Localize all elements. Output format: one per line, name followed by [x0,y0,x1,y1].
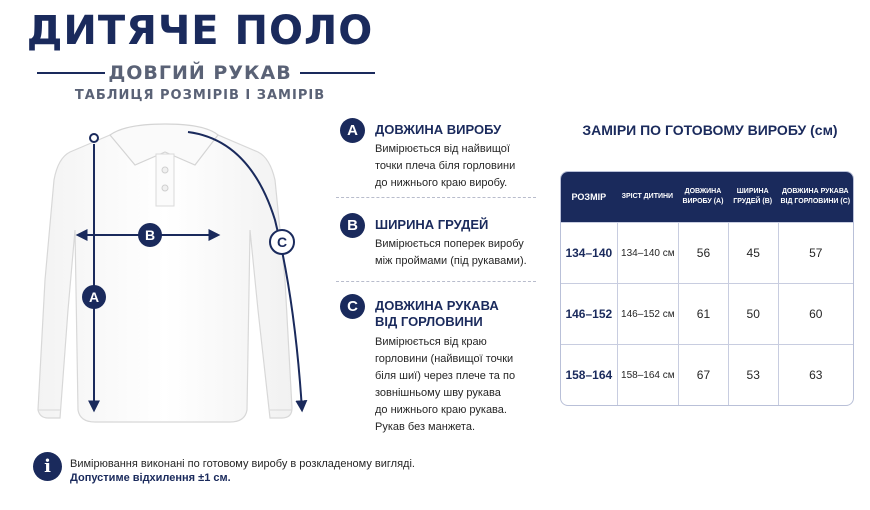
measurement-b [340,213,540,273]
shirt-button [162,167,168,173]
desc-line: між проймами (під рукавами). [375,255,527,267]
desc-line: Вимірюється поперек виробу [375,238,524,250]
desc-line: до нижнього краю рукава. [375,404,507,416]
desc-line: біля шиї) через плече та по [375,370,516,382]
cell-sleeve: 63 [778,344,853,405]
cell-size: 134–140 [561,222,617,283]
table-row [561,344,853,405]
cell-sleeve: 60 [778,283,853,344]
page-subtitle: ДОВГИЙ РУКАВ [108,62,292,84]
cell-height: 158–164 см [617,344,678,405]
desc-line: горловини (найвищої точки [375,353,514,365]
cell-chest: 53 [728,344,778,405]
page-tagline: ТАБЛИЦЯ РОЗМІРІВ І ЗАМІРІВ [74,88,326,103]
table-row [561,283,853,344]
desc-line: Рукав без манжета. [375,421,476,433]
shirt-button [162,185,168,191]
measure-start-point [90,134,98,142]
divider [336,281,536,282]
cell-length: 61 [678,283,728,344]
measurement-a [340,118,540,198]
measurement-note: Вимірювання виконані по готовому виробу в розкладеному вигляді. [70,458,415,470]
desc-line: зовнішньому шву рукава [375,387,501,399]
measurement-a-title: ДОВЖИНА ВИРОБУ [375,122,502,137]
label-a: A [88,289,100,305]
info-icon: i [33,452,62,481]
measurement-a-description [375,141,545,192]
table-header-row [561,172,853,222]
cell-length: 56 [678,222,728,283]
tolerance-note: Допустиме відхилення ±1 см. [70,472,231,484]
label-c: C [276,234,288,250]
header-size: РОЗМІР [561,172,617,222]
cell-chest: 50 [728,283,778,344]
cell-chest: 45 [728,222,778,283]
divider [336,197,536,198]
size-table [560,171,854,406]
measurement-c [340,294,540,434]
shirt-placket [156,154,174,206]
table-title: ЗАМІРИ ПО ГОТОВОМУ ВИРОБУ (см) [582,122,838,138]
header-chest: ШИРИНА ГРУДЕЙ (В) [728,172,778,222]
header-length: ДОВЖИНА ВИРОБУ (А) [678,172,728,222]
measurement-c-title: ДОВЖИНА РУКАВА ВІД ГОРЛОВИНИ [375,298,499,329]
desc-line: до нижнього краю виробу. [375,177,508,189]
cell-height: 134–140 см [617,222,678,283]
badge-a: A [340,118,365,143]
cell-size: 146–152 [561,283,617,344]
desc-line: Вимірюється від найвищої [375,143,510,155]
polo-shirt-diagram [20,110,320,430]
subtitle-line-right [300,72,375,74]
cell-length: 67 [678,344,728,405]
measurement-b-title: ШИРИНА ГРУДЕЙ [375,217,489,232]
measurement-c-description [375,334,545,436]
cell-sleeve: 57 [778,222,853,283]
desc-line: Вимірюється від краю [375,336,487,348]
badge-c: C [340,294,365,319]
header-height: ЗРІСТ ДИТИНИ [617,172,678,222]
table-row [561,222,853,283]
label-b: B [144,227,156,243]
measurement-b-description [375,236,545,270]
cell-size: 158–164 [561,344,617,405]
badge-b: B [340,213,365,238]
page-title: ДИТЯЧЕ ПОЛО [26,8,374,54]
header-sleeve: ДОВЖИНА РУКАВА ВІД ГОРЛОВИНИ (С) [778,172,853,222]
cell-height: 146–152 см [617,283,678,344]
desc-line: точки плеча біля горловини [375,160,516,172]
